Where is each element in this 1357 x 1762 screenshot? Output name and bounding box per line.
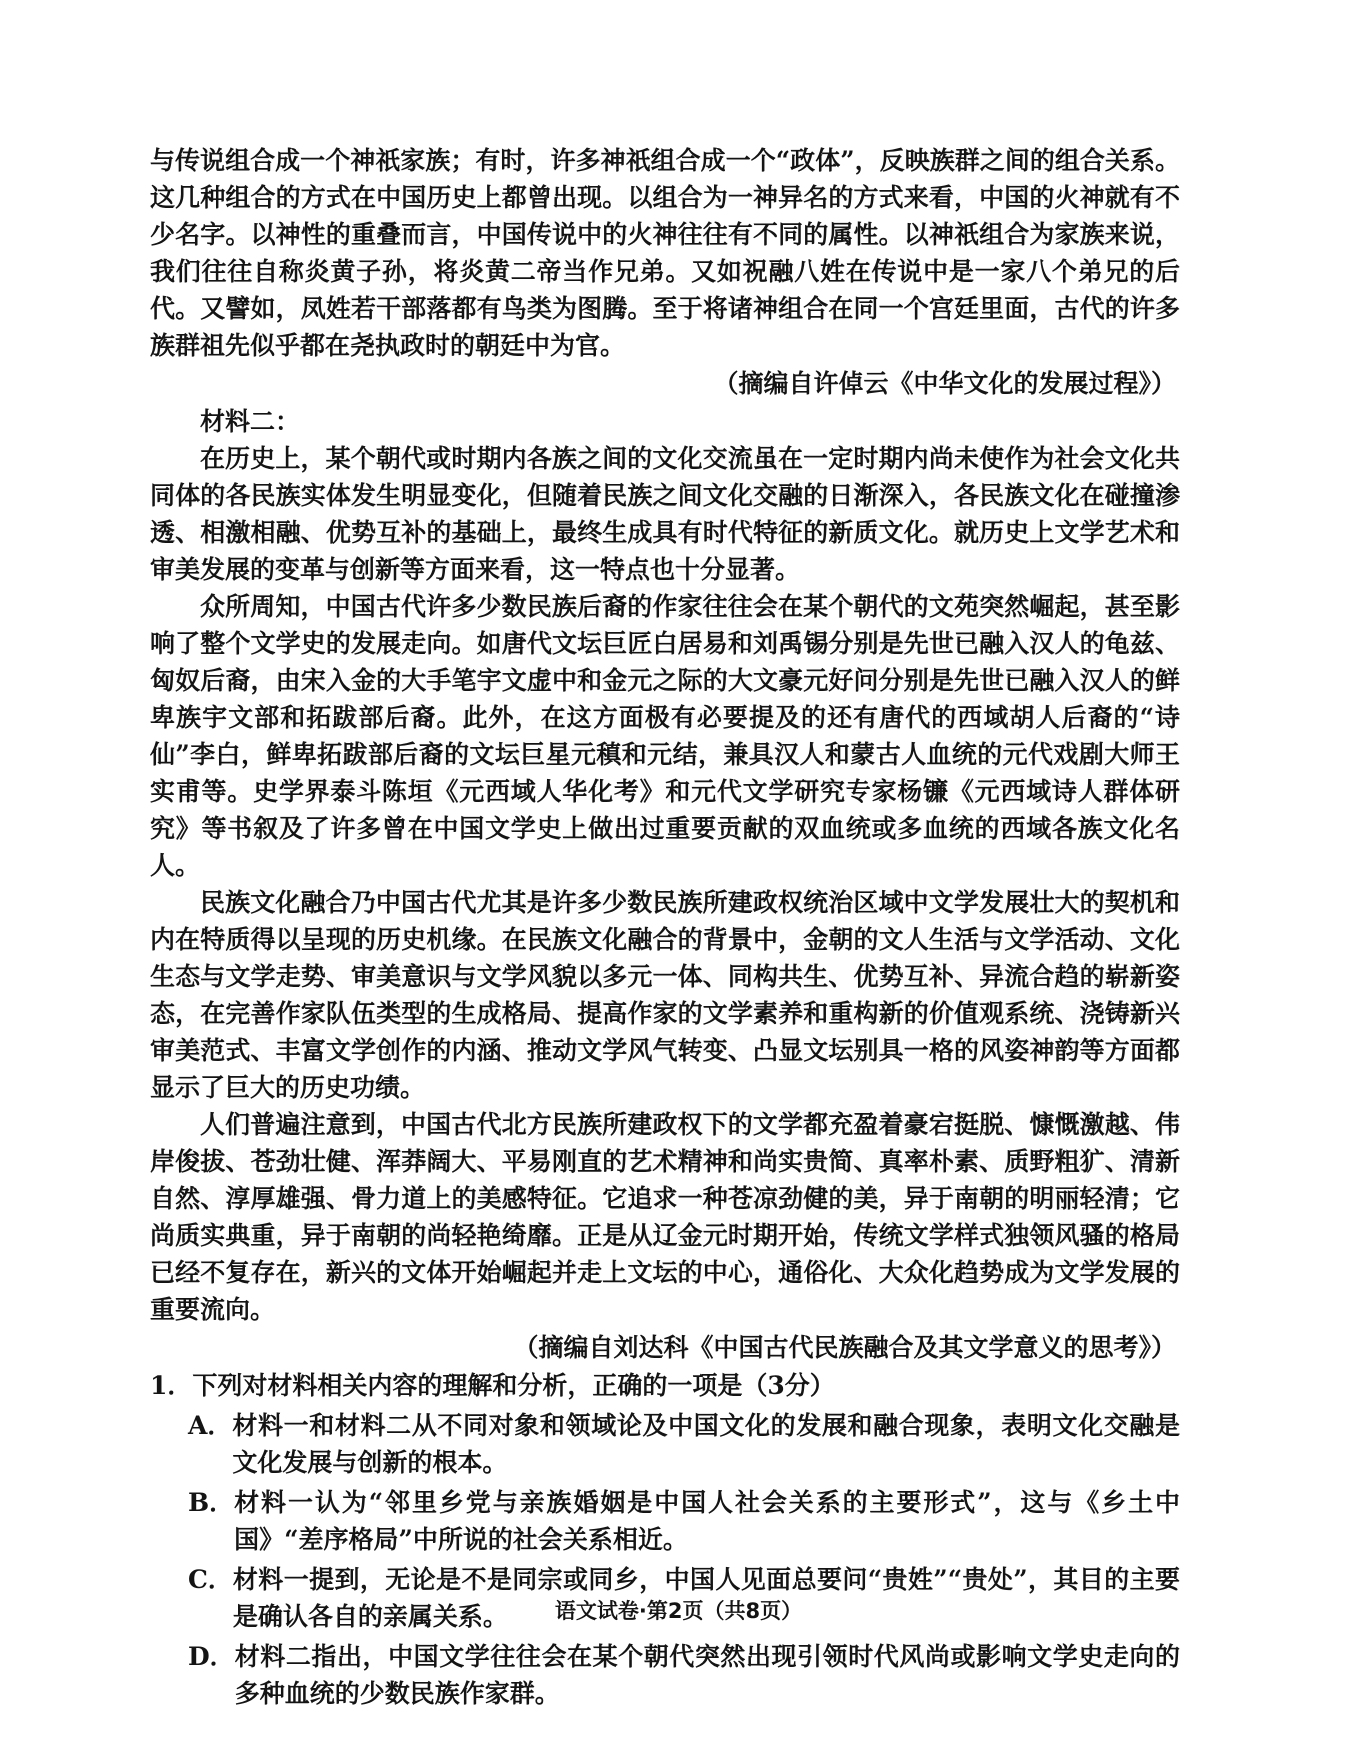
question-1-stem: 1．下列对材料相关内容的理解和分析，正确的一项是（3分）	[150, 1371, 835, 1400]
option-text: 材料一认为“邻里乡党与亲族婚姻是中国人社会关系的主要形式”，这与《乡土中国》“差序格局”中所说的社会关系相近。	[234, 1488, 1180, 1554]
page-footer: 语文试卷·第2页（共8页）	[554, 1599, 803, 1623]
material2-source: （摘编自刘达科《中国古代民族融合及其文学意义的思考》）	[513, 1333, 1176, 1362]
question-1-option-d	[150, 1638, 1180, 1712]
material2-paragraph-1: 在历史上，某个朝代或时期内各族之间的文化交流虽在一定时期内尚未使作为社会文化共同体的各民族实体发生明显变化，但随着民族之间文化交融的日渐深入，各民族文化在碰撞渗透、相激相融、优势互补的基础上，最终生成具有时代特征的新质文化。就历史上文学艺术和审美发展的变革与创新等方面来看，这一特点也十分显著。	[150, 444, 1180, 584]
question-1-option-a	[150, 1407, 1180, 1481]
option-letter: C．	[188, 1565, 233, 1594]
exam-page	[150, 142, 1180, 1712]
material2-label: 材料二：	[200, 407, 301, 436]
option-text: 材料一提到，无论是不是同宗或同乡，中国人见面总要问“贵姓”“贵处”，其目的主要是确认各自的亲属关系。	[232, 1565, 1180, 1631]
option-text: 材料二指出，中国文学往往会在某个朝代突然出现引领时代风尚或影响文学史走向的多种血统的少数民族作家群。	[234, 1642, 1180, 1708]
material1-tail-paragraph: 与传说组合成一个神祇家族；有时，许多神祇组合成一个“政体”，反映族群之间的组合关系。这几种组合的方式在中国历史上都曾出现。以组合为一神异名的方式来看，中国的火神就有不少名字。以神性的重叠而言，中国传说中的火神往往有不同的属性。以神祇组合为家族来说，我们往往自称炎黄子孙，将炎黄二帝当作兄弟。又如祝融八姓在传说中是一家八个弟兄的后代。又譬如，凤姓若干部落都有鸟类为图腾。至于将诸神组合在同一个宫廷里面，古代的许多族群祖先似乎都在尧执政时的朝廷中为官。	[150, 146, 1180, 360]
material1-source: （摘编自许倬云《中华文化的发展过程》）	[713, 369, 1176, 398]
material2-paragraph-4: 人们普遍注意到，中国古代北方民族所建政权下的文学都充盈着豪宕挺脱、慷慨激越、伟岸俊拔、苍劲壮健、浑莽阔大、平易刚直的艺术精神和尚实贵简、真率朴素、质野粗犷、清新自然、淳厚雄强、骨力道上的美感特征。它追求一种苍凉劲健的美，异于南朝的明丽轻清；它尚质实典重，异于南朝的尚轻艳绮靡。正是从辽金元时期开始，传统文学样式独领风骚的格局已经不复存在，新兴的文体开始崛起并走上文坛的中心，通俗化、大众化趋势成为文学发展的重要流向。	[150, 1110, 1180, 1324]
option-letter: D．	[188, 1642, 235, 1671]
question-1	[150, 1367, 1180, 1712]
option-text: 材料一和材料二从不同对象和领域论及中国文化的发展和融合现象，表明文化交融是文化发展与创新的根本。	[232, 1411, 1180, 1477]
material2-paragraph-2: 众所周知，中国古代许多少数民族后裔的作家往往会在某个朝代的文苑突然崛起，甚至影响了整个文学史的发展走向。如唐代文坛巨匠白居易和刘禹锡分别是先世已融入汉人的龟兹、匈奴后裔，由宋入金的大手笔宇文虚中和金元之际的大文豪元好问分别是先世已融入汉人的鲜卑族宇文部和拓跋部后裔。此外，在这方面极有必要提及的还有唐代的西域胡人后裔的“诗仙”李白，鲜卑拓跋部后裔的文坛巨星元稹和元结，兼具汉人和蒙古人血统的元代戏剧大师王实甫等。史学界泰斗陈垣《元西域人华化考》和元代文学研究专家杨镰《元西域诗人群体研究》等书叙及了许多曾在中国文学史上做出过重要贡献的双血统或多血统的西域各族文化名人。	[150, 592, 1180, 880]
question-1-option-b	[150, 1484, 1180, 1558]
material2-paragraph-3: 民族文化融合乃中国古代尤其是许多少数民族所建政权统治区域中文学发展壮大的契机和内在特质得以呈现的历史机缘。在民族文化融合的背景中，金朝的文人生活与文学活动、文化生态与文学走势、审美意识与文学风貌以多元一体、同构共生、优势互补、异流合趋的崭新姿态，在完善作家队伍类型的生成格局、提高作家的文学素养和重构新的价值观系统、浇铸新兴审美范式、丰富文学创作的内涵、推动文学风气转变、凸显文坛别具一格的风姿神韵等方面都显示了巨大的历史功绩。	[150, 888, 1180, 1102]
option-letter: B．	[188, 1488, 235, 1517]
option-letter: A．	[188, 1411, 233, 1440]
